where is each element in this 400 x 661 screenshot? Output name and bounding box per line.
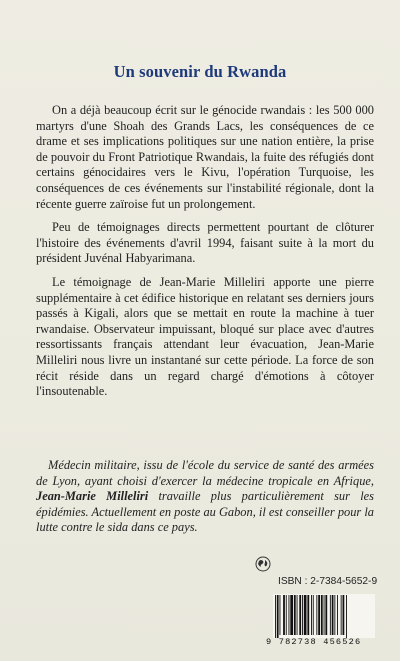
barcode-bar <box>334 595 335 635</box>
barcode-bar <box>275 595 276 638</box>
barcode-bar <box>321 595 323 635</box>
barcode-bar <box>283 595 285 635</box>
paragraph-1: On a déjà beaucoup écrit sur le génocide rwandais : les 500 000 martyrs d'une Shoah des Grands Lacs, les conséquences de ce drame et ses implications politiques sur une nation entière, la prise de pouvoir du Front Patriotique Rwandais, la fuite des réfugiés dont certains génocidaires vers le Kivu, l'opération Turquoise, les conséquences de ces événements sur l'instabilité régionale, dont la récente guerre zaïroise fut un prolongement. <box>36 103 374 211</box>
barcode-bar <box>311 595 312 635</box>
barcode-bar <box>313 595 314 635</box>
barcode-bar <box>307 595 309 635</box>
barcode-bar <box>297 595 298 635</box>
barcode-bar <box>304 595 307 635</box>
barcode-bar <box>318 595 320 635</box>
barcode-bar <box>294 595 296 635</box>
barcode-bar <box>286 595 287 635</box>
barcode-bar <box>302 595 303 635</box>
author-name: Jean-Marie Milleliri <box>36 489 149 504</box>
barcode-bar <box>341 595 342 635</box>
barcode-bar <box>289 595 290 635</box>
bio-text-end: travaille plus particulièrement sur les épidémies. Actuellement en poste au Gabon, il est conseiller pour la lutte contre le sida dans ce pays. <box>36 489 374 535</box>
bio-text-start: Médecin militaire, issu de l'école du service de santé des armées de Lyon, ayant choisi d'exercer la médecine tropicale en Afrique, <box>36 458 374 488</box>
barcode-bar <box>325 595 327 635</box>
book-title: Un souvenir du Rwanda <box>113 62 287 81</box>
summary-text <box>36 103 374 408</box>
isbn-label: ISBN : 2-7384-5652-9 <box>278 576 378 587</box>
globe-logo-icon <box>255 556 271 572</box>
barcode-bar <box>280 595 281 635</box>
barcode-bar <box>299 595 301 635</box>
author-bio <box>36 458 374 536</box>
barcode-bar <box>290 595 293 635</box>
barcode-bar <box>330 595 331 635</box>
barcode-number: 9 782738 456526 <box>266 637 362 647</box>
bio-paragraph <box>36 458 374 536</box>
barcode-bar <box>343 595 345 635</box>
barcode-bar <box>324 595 325 635</box>
barcode-image <box>273 594 375 638</box>
barcode-bar <box>316 595 317 635</box>
barcode-bar <box>277 595 279 638</box>
barcode-bar <box>346 595 347 638</box>
paragraph-3: Le témoignage de Jean-Marie Milleliri apporte une pierre supplémentaire à cet édifice historique en relatant ses derniers jours passés à Kigali, alors que se mettait en route la machine à tuer rwandaise. Observateur impuissant, bloqué sur place avec d'autres ressortissants français attendant leur évacuation, Jean-Marie Milleliri nous livre un instantané sur cette période. La force de son récit réside dans un regard chargé d'émotions à côtoyer l'insoutenable. <box>36 274 374 399</box>
barcode-bar <box>332 595 334 635</box>
barcode-bar <box>337 595 338 635</box>
paragraph-2: Peu de témoignages directs permettent pourtant de clôturer l'histoire des événements d'avril 1994, faisant suite à la mort du président Juvénal Habyarimana. <box>36 220 374 266</box>
